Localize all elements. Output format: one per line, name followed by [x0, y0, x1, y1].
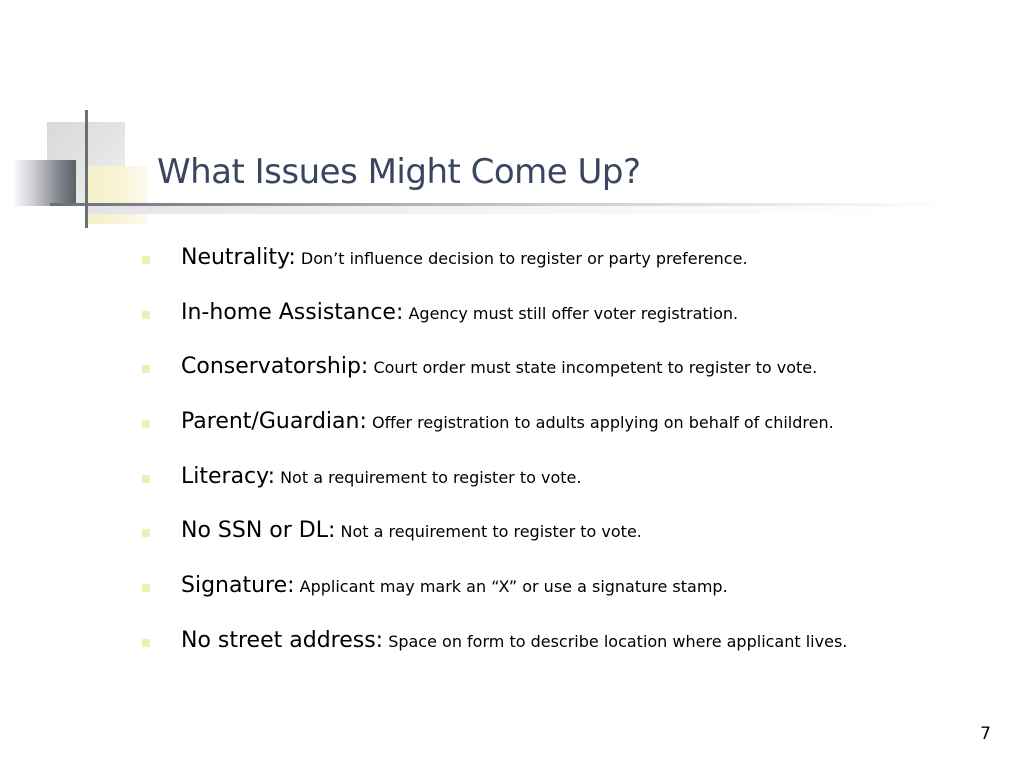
slide-title: What Issues Might Come Up?	[157, 152, 641, 192]
bullet-item	[142, 404, 847, 459]
bullet-description: Applicant may mark an “X” or use a signature stamp.	[299, 577, 728, 597]
bullet-item	[142, 513, 847, 568]
decorative-vertical-line	[85, 110, 88, 228]
bullet-description: Offer registration to adults applying on behalf of children.	[371, 413, 834, 433]
bullet-square-icon	[142, 365, 150, 373]
bullet-text	[181, 349, 817, 386]
bullet-term: Literacy:	[181, 463, 275, 489]
page-number: 7	[980, 724, 991, 744]
bullet-list	[142, 240, 847, 678]
bullet-description: Space on form to describe location where applicant lives.	[388, 631, 848, 651]
bullet-item	[142, 568, 847, 623]
bullet-term: No street address:	[181, 627, 384, 653]
bullet-term: Conservatorship:	[181, 354, 369, 380]
bullet-term: Neutrality:	[181, 245, 296, 270]
bullet-item	[142, 240, 847, 295]
decorative-yellow-square	[86, 166, 148, 224]
bullet-text	[181, 404, 834, 441]
bullet-text	[181, 240, 748, 277]
bullet-square-icon	[142, 584, 150, 592]
bullet-item	[142, 349, 847, 404]
bullet-term: Signature:	[181, 573, 295, 599]
decorative-horizontal-line	[50, 203, 950, 206]
bullet-item	[142, 623, 847, 678]
decorative-line-shadow	[88, 206, 928, 214]
bullet-square-icon	[142, 420, 150, 428]
bullet-description: Not a requirement to register to vote.	[280, 467, 582, 487]
bullet-term: No SSN or DL:	[181, 518, 336, 544]
bullet-text	[181, 295, 738, 332]
bullet-item	[142, 459, 847, 514]
bullet-square-icon	[142, 311, 150, 319]
bullet-square-icon	[142, 639, 150, 647]
bullet-description: Not a requirement to register to vote.	[340, 522, 642, 542]
bullet-description: Agency must still offer voter registration.	[408, 303, 739, 323]
bullet-text	[181, 568, 728, 605]
bullet-description: Court order must state incompetent to register to vote.	[373, 358, 818, 378]
bullet-description: Don’t influence decision to register or party preference.	[300, 249, 748, 268]
bullet-term: In-home Assistance:	[181, 299, 404, 325]
bullet-square-icon	[142, 529, 150, 537]
decorative-dark-square	[12, 160, 76, 206]
bullet-term: Parent/Guardian:	[181, 409, 367, 435]
bullet-square-icon	[142, 475, 150, 483]
bullet-item	[142, 295, 847, 350]
bullet-text	[181, 513, 642, 550]
bullet-text	[181, 623, 847, 660]
bullet-text	[181, 459, 581, 496]
bullet-square-icon	[142, 256, 150, 264]
